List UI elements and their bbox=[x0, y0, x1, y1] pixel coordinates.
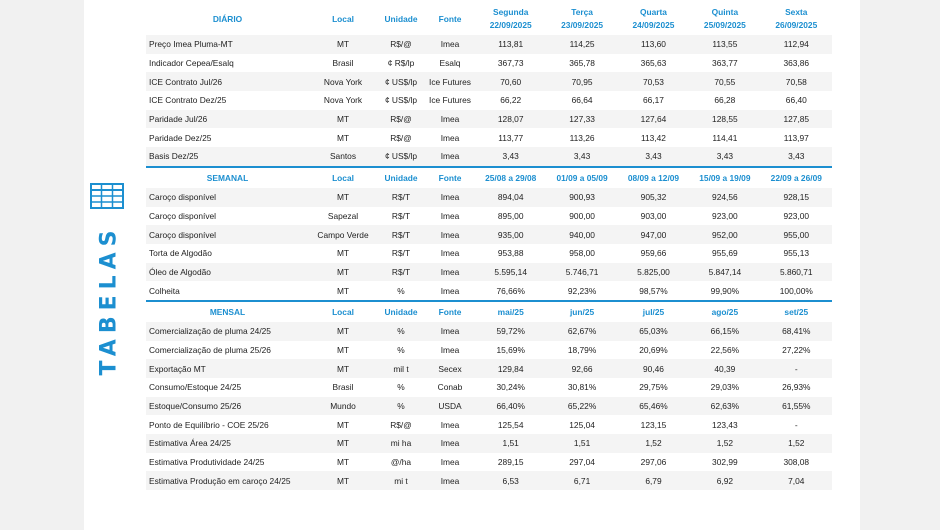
row-name: Caroço disponível bbox=[146, 225, 309, 244]
row-value: 70,60 bbox=[475, 72, 546, 91]
row-value: 923,00 bbox=[783, 210, 810, 221]
table-row bbox=[146, 110, 832, 129]
row-local: MT bbox=[336, 344, 350, 355]
row-unit: % bbox=[397, 382, 405, 393]
header-period: 25/08 a 29/08 bbox=[485, 173, 537, 184]
row-source: Imea bbox=[425, 322, 475, 341]
row-value: 923,00 bbox=[712, 210, 738, 221]
row-name: Exportação MT bbox=[146, 359, 309, 378]
table-row bbox=[146, 225, 832, 244]
row-unit: mil t bbox=[377, 359, 425, 378]
row-name: ICE Contrato Jul/26 bbox=[146, 72, 309, 91]
row-name: Estimativa Produção em caroço 24/25 bbox=[146, 471, 309, 490]
header-period: 22/09 a 26/09 bbox=[770, 173, 822, 184]
header-period: 01/09 a 05/09 bbox=[556, 173, 608, 184]
row-name: Indicador Cepea/Esalq bbox=[149, 58, 234, 69]
row-value: 112,94 bbox=[761, 35, 832, 54]
row-local: Nova York bbox=[309, 72, 377, 91]
row-unit: R$/T bbox=[391, 210, 411, 221]
table-row bbox=[146, 359, 832, 378]
row-value: 65,03% bbox=[618, 322, 689, 341]
row-value: 22,56% bbox=[710, 344, 740, 355]
header-date: 25/09/2025 bbox=[703, 20, 746, 30]
row-value: 30,81% bbox=[567, 382, 597, 393]
row-value: 29,75% bbox=[639, 382, 668, 393]
table-row bbox=[146, 415, 832, 434]
header-date: 26/09/2025 bbox=[775, 20, 818, 30]
row-value: 76,66% bbox=[496, 285, 525, 296]
row-source: Imea bbox=[425, 225, 475, 244]
row-value: 128,55 bbox=[689, 110, 760, 129]
row-local: Campo Verde bbox=[309, 225, 377, 244]
table-row bbox=[146, 434, 832, 453]
row-name: Estimativa Produtividade 24/25 bbox=[149, 457, 265, 468]
row-unit: R$/T bbox=[377, 263, 425, 282]
row-source: Imea bbox=[440, 285, 460, 296]
header-day: Terça bbox=[571, 7, 593, 17]
row-value: 1,52 bbox=[761, 434, 832, 453]
row-value: 363,77 bbox=[712, 58, 738, 69]
row-value: 62,67% bbox=[546, 322, 617, 341]
row-unit: % bbox=[377, 322, 425, 341]
row-source: Imea bbox=[440, 210, 460, 221]
row-value: 928,15 bbox=[761, 188, 832, 207]
row-value: 114,41 bbox=[712, 132, 738, 143]
row-value: 940,00 bbox=[546, 225, 617, 244]
row-value: 18,79% bbox=[567, 344, 597, 355]
row-name: Estoque/Consumo 25/26 bbox=[146, 397, 309, 416]
row-value: 113,81 bbox=[475, 35, 546, 54]
header-unidade: Unidade bbox=[384, 173, 418, 184]
row-name: Consumo/Estoque 24/25 bbox=[149, 382, 242, 393]
row-value: 6,79 bbox=[618, 471, 689, 490]
row-source: Secex bbox=[425, 359, 475, 378]
header-fonte: Fonte bbox=[438, 307, 462, 318]
row-name: Paridade Jul/26 bbox=[146, 110, 309, 129]
row-name: Comercialização de pluma 25/26 bbox=[149, 344, 271, 355]
row-local: MT bbox=[336, 248, 350, 259]
row-value: 5.746,71 bbox=[546, 263, 617, 282]
table-row bbox=[146, 91, 832, 110]
row-value: 70,55 bbox=[689, 72, 760, 91]
row-local: MT bbox=[336, 457, 350, 468]
row-local: MT bbox=[309, 322, 377, 341]
row-value: 114,25 bbox=[546, 35, 617, 54]
row-value: 289,15 bbox=[497, 457, 524, 468]
row-value: 924,56 bbox=[689, 188, 760, 207]
row-value: 127,33 bbox=[546, 110, 617, 129]
semanal-header-row bbox=[146, 169, 832, 188]
row-source: Imea bbox=[440, 419, 460, 430]
row-value: 6,71 bbox=[546, 471, 617, 490]
table-row bbox=[146, 322, 832, 341]
header-day: Quarta bbox=[639, 7, 667, 17]
row-local: MT bbox=[336, 419, 350, 430]
row-value: 955,13 bbox=[783, 248, 810, 259]
header-unidade: Unidade bbox=[384, 13, 418, 24]
row-source: Imea bbox=[440, 132, 460, 143]
row-value: 90,46 bbox=[618, 359, 689, 378]
row-value: 5.825,00 bbox=[618, 263, 689, 282]
row-value: 98,57% bbox=[639, 285, 668, 296]
row-value: 66,64 bbox=[571, 95, 593, 106]
header-period: 08/09 a 12/09 bbox=[627, 173, 680, 184]
data-table bbox=[146, 3, 832, 490]
row-value: 129,84 bbox=[475, 359, 546, 378]
header-local: Local bbox=[332, 307, 354, 318]
row-value: 113,60 bbox=[618, 35, 689, 54]
row-value: 65,22% bbox=[546, 397, 617, 416]
row-value: 3,43 bbox=[618, 147, 689, 167]
row-value: - bbox=[761, 359, 832, 378]
row-value: 113,26 bbox=[569, 132, 595, 143]
semanal-title: SEMANAL bbox=[206, 173, 249, 184]
row-unit: R$/T bbox=[377, 225, 425, 244]
row-value: 5.595,14 bbox=[475, 263, 546, 282]
table-row bbox=[146, 281, 832, 301]
row-value: 958,00 bbox=[569, 248, 595, 259]
header-fonte: Fonte bbox=[438, 13, 462, 24]
row-unit: % bbox=[377, 397, 425, 416]
row-value: 113,42 bbox=[640, 132, 666, 143]
row-value: 66,17 bbox=[642, 95, 664, 106]
row-unit: ¢ R$/lp bbox=[387, 58, 415, 69]
row-value: 70,95 bbox=[546, 72, 617, 91]
row-value: 65,46% bbox=[618, 397, 689, 416]
row-value: 959,66 bbox=[640, 248, 667, 259]
row-unit: R$/@ bbox=[377, 35, 425, 54]
row-source: Imea bbox=[425, 434, 475, 453]
row-value: 3,43 bbox=[761, 147, 832, 167]
header-date: 24/09/2025 bbox=[632, 20, 675, 30]
row-unit: R$/@ bbox=[390, 419, 412, 430]
row-value: 365,78 bbox=[569, 58, 595, 69]
table-row bbox=[146, 244, 832, 263]
row-local: MT bbox=[336, 132, 350, 143]
row-value: 66,40% bbox=[475, 397, 546, 416]
diario-header-row bbox=[146, 3, 832, 35]
row-value: 5.847,14 bbox=[689, 263, 760, 282]
row-name: Preço Imea Pluma-MT bbox=[146, 35, 309, 54]
row-value: 66,28 bbox=[714, 95, 736, 106]
header-period bbox=[761, 3, 832, 35]
header-period bbox=[546, 3, 617, 35]
row-name: Torta de Algodão bbox=[149, 248, 212, 259]
row-unit: R$/@ bbox=[377, 110, 425, 129]
header-period: mai/25 bbox=[497, 307, 524, 318]
row-name: Ponto de Equilíbrio - COE 25/26 bbox=[149, 419, 269, 430]
row-value: 1,52 bbox=[689, 434, 760, 453]
header-local: Local bbox=[332, 13, 354, 24]
diario-section bbox=[146, 3, 832, 169]
side-title: TABELAS bbox=[96, 224, 122, 376]
row-value: 27,22% bbox=[782, 344, 811, 355]
row-value: 1,52 bbox=[618, 434, 689, 453]
header-period: set/25 bbox=[784, 307, 809, 318]
row-value: 3,43 bbox=[689, 147, 760, 167]
report-page bbox=[84, 0, 860, 530]
row-unit: ¢ US$/lp bbox=[377, 147, 425, 167]
header-period: jun/25 bbox=[569, 307, 595, 318]
row-name: Basis Dez/25 bbox=[146, 147, 309, 167]
row-value: 903,00 bbox=[640, 210, 667, 221]
row-value: 955,69 bbox=[712, 248, 738, 259]
row-name: Paridade Dez/25 bbox=[149, 132, 212, 143]
row-value: 297,06 bbox=[640, 457, 667, 468]
row-source: Imea bbox=[440, 248, 460, 259]
table-row bbox=[146, 72, 832, 91]
table-row bbox=[146, 54, 832, 73]
row-value: 6,92 bbox=[689, 471, 760, 490]
row-unit: R$/T bbox=[377, 188, 425, 207]
row-value: 66,15% bbox=[689, 322, 760, 341]
row-value: 128,07 bbox=[475, 110, 546, 129]
row-value: 3,43 bbox=[546, 147, 617, 167]
row-source: Imea bbox=[425, 110, 475, 129]
row-value: 935,00 bbox=[475, 225, 546, 244]
row-value: - bbox=[794, 419, 798, 430]
mensal-header-row bbox=[146, 303, 832, 322]
row-source: Imea bbox=[425, 188, 475, 207]
row-value: 66,22 bbox=[500, 95, 522, 106]
row-unit: R$/T bbox=[391, 248, 411, 259]
row-value: 70,53 bbox=[618, 72, 689, 91]
row-source: Imea bbox=[440, 457, 460, 468]
row-source: Esalq bbox=[439, 58, 461, 69]
row-value: 100,00% bbox=[779, 285, 813, 296]
row-value: 113,97 bbox=[783, 132, 809, 143]
row-value: 895,00 bbox=[497, 210, 524, 221]
row-value: 59,72% bbox=[475, 322, 546, 341]
row-value: 66,40 bbox=[785, 95, 807, 106]
row-value: 953,88 bbox=[497, 248, 524, 259]
row-unit: mi ha bbox=[377, 434, 425, 453]
row-source: Ice Futures bbox=[429, 95, 471, 106]
row-value: 62,63% bbox=[689, 397, 760, 416]
row-value: 297,04 bbox=[569, 457, 595, 468]
header-period: ago/25 bbox=[711, 307, 739, 318]
table-row bbox=[146, 453, 832, 472]
row-unit: @/ha bbox=[390, 457, 412, 468]
header-date: 23/09/2025 bbox=[561, 20, 604, 30]
row-value: 20,69% bbox=[639, 344, 668, 355]
row-local: Sapezal bbox=[327, 210, 359, 221]
row-value: 26,93% bbox=[782, 382, 811, 393]
row-value: 29,03% bbox=[710, 382, 740, 393]
row-value: 123,15 bbox=[640, 419, 667, 430]
header-period bbox=[689, 3, 760, 35]
row-value: 92,66 bbox=[546, 359, 617, 378]
row-source: Imea bbox=[425, 35, 475, 54]
row-value: 99,90% bbox=[710, 285, 740, 296]
header-period bbox=[618, 3, 689, 35]
row-local: MT bbox=[309, 359, 377, 378]
header-unidade: Unidade bbox=[384, 307, 418, 318]
row-value: 113,77 bbox=[498, 132, 524, 143]
row-value: 952,00 bbox=[689, 225, 760, 244]
table-row bbox=[146, 188, 832, 207]
row-local: MT bbox=[309, 434, 377, 453]
row-local: MT bbox=[309, 110, 377, 129]
row-value: 125,54 bbox=[497, 419, 524, 430]
row-value: 3,43 bbox=[475, 147, 546, 167]
row-value: 302,99 bbox=[712, 457, 738, 468]
row-value: 900,93 bbox=[546, 188, 617, 207]
row-unit: ¢ US$/lp bbox=[384, 95, 418, 106]
row-value: 900,00 bbox=[569, 210, 595, 221]
row-name: Caroço disponível bbox=[149, 210, 217, 221]
row-value: 365,63 bbox=[640, 58, 667, 69]
table-row bbox=[146, 397, 832, 416]
row-source: Imea bbox=[425, 471, 475, 490]
row-unit: R$/@ bbox=[390, 132, 412, 143]
row-value: 30,24% bbox=[496, 382, 525, 393]
row-local: Brasil bbox=[332, 58, 354, 69]
table-row bbox=[146, 263, 832, 282]
row-value: 123,43 bbox=[712, 419, 738, 430]
row-value: 40,39 bbox=[689, 359, 760, 378]
row-local: MT bbox=[309, 188, 377, 207]
row-value: 92,23% bbox=[567, 285, 597, 296]
row-value: 905,32 bbox=[618, 188, 689, 207]
row-local: MT bbox=[336, 285, 350, 296]
row-name: Colheita bbox=[149, 285, 180, 296]
tables-container bbox=[146, 3, 832, 490]
header-period bbox=[475, 3, 546, 35]
header-fonte: Fonte bbox=[438, 173, 462, 184]
row-local: Nova York bbox=[323, 95, 363, 106]
row-value: 5.860,71 bbox=[761, 263, 832, 282]
row-value: 61,55% bbox=[761, 397, 832, 416]
row-value: 70,58 bbox=[761, 72, 832, 91]
row-local: Mundo bbox=[309, 397, 377, 416]
row-value: 363,86 bbox=[783, 58, 810, 69]
sidebar bbox=[84, 0, 144, 530]
table-row bbox=[146, 471, 832, 490]
row-source: Conab bbox=[437, 382, 463, 393]
table-row bbox=[146, 341, 832, 360]
header-period: jul/25 bbox=[642, 307, 665, 318]
row-unit: % bbox=[397, 344, 405, 355]
semanal-section bbox=[146, 169, 832, 303]
row-value: 308,08 bbox=[783, 457, 810, 468]
row-source: Imea bbox=[425, 147, 475, 167]
row-local: MT bbox=[309, 471, 377, 490]
table-row bbox=[146, 35, 832, 54]
table-row bbox=[146, 128, 832, 147]
table-icon bbox=[90, 183, 124, 209]
row-value: 113,55 bbox=[689, 35, 760, 54]
header-local: Local bbox=[332, 173, 354, 184]
row-source: USDA bbox=[425, 397, 475, 416]
row-name: Estimativa Área 24/25 bbox=[146, 434, 309, 453]
header-day: Quinta bbox=[711, 7, 739, 17]
row-value: 1,51 bbox=[546, 434, 617, 453]
row-value: 7,04 bbox=[761, 471, 832, 490]
row-source: Imea bbox=[440, 344, 460, 355]
table-row bbox=[146, 147, 832, 167]
row-name: ICE Contrato Dez/25 bbox=[149, 95, 227, 106]
row-value: 127,85 bbox=[761, 110, 832, 129]
row-name: Óleo de Algodão bbox=[146, 263, 309, 282]
diario-title: DIÁRIO bbox=[212, 13, 243, 24]
row-value: 1,51 bbox=[475, 434, 546, 453]
row-local: Santos bbox=[309, 147, 377, 167]
row-local: MT bbox=[309, 263, 377, 282]
row-unit: % bbox=[397, 285, 405, 296]
row-source: Imea bbox=[425, 263, 475, 282]
row-value: 127,64 bbox=[618, 110, 689, 129]
row-unit: mi t bbox=[377, 471, 425, 490]
row-name: Caroço disponível bbox=[146, 188, 309, 207]
header-period: 15/09 a 19/09 bbox=[699, 173, 751, 184]
row-value: 947,00 bbox=[618, 225, 689, 244]
mensal-section bbox=[146, 303, 832, 490]
header-day: Segunda bbox=[493, 7, 529, 17]
row-value: 68,41% bbox=[761, 322, 832, 341]
row-value: 6,53 bbox=[475, 471, 546, 490]
row-value: 894,04 bbox=[475, 188, 546, 207]
table-row bbox=[146, 378, 832, 397]
header-date: 22/09/2025 bbox=[489, 20, 532, 30]
row-local: MT bbox=[309, 35, 377, 54]
mensal-title: MENSAL bbox=[209, 307, 246, 318]
header-day: Sexta bbox=[785, 7, 808, 17]
row-source: Ice Futures bbox=[425, 72, 475, 91]
row-name: Comercialização de pluma 24/25 bbox=[146, 322, 309, 341]
row-local: Brasil bbox=[332, 382, 354, 393]
row-value: 367,73 bbox=[497, 58, 524, 69]
row-value: 955,00 bbox=[761, 225, 832, 244]
table-row bbox=[146, 207, 832, 226]
row-unit: ¢ US$/lp bbox=[377, 72, 425, 91]
row-value: 15,69% bbox=[496, 344, 525, 355]
row-value: 125,04 bbox=[569, 419, 595, 430]
